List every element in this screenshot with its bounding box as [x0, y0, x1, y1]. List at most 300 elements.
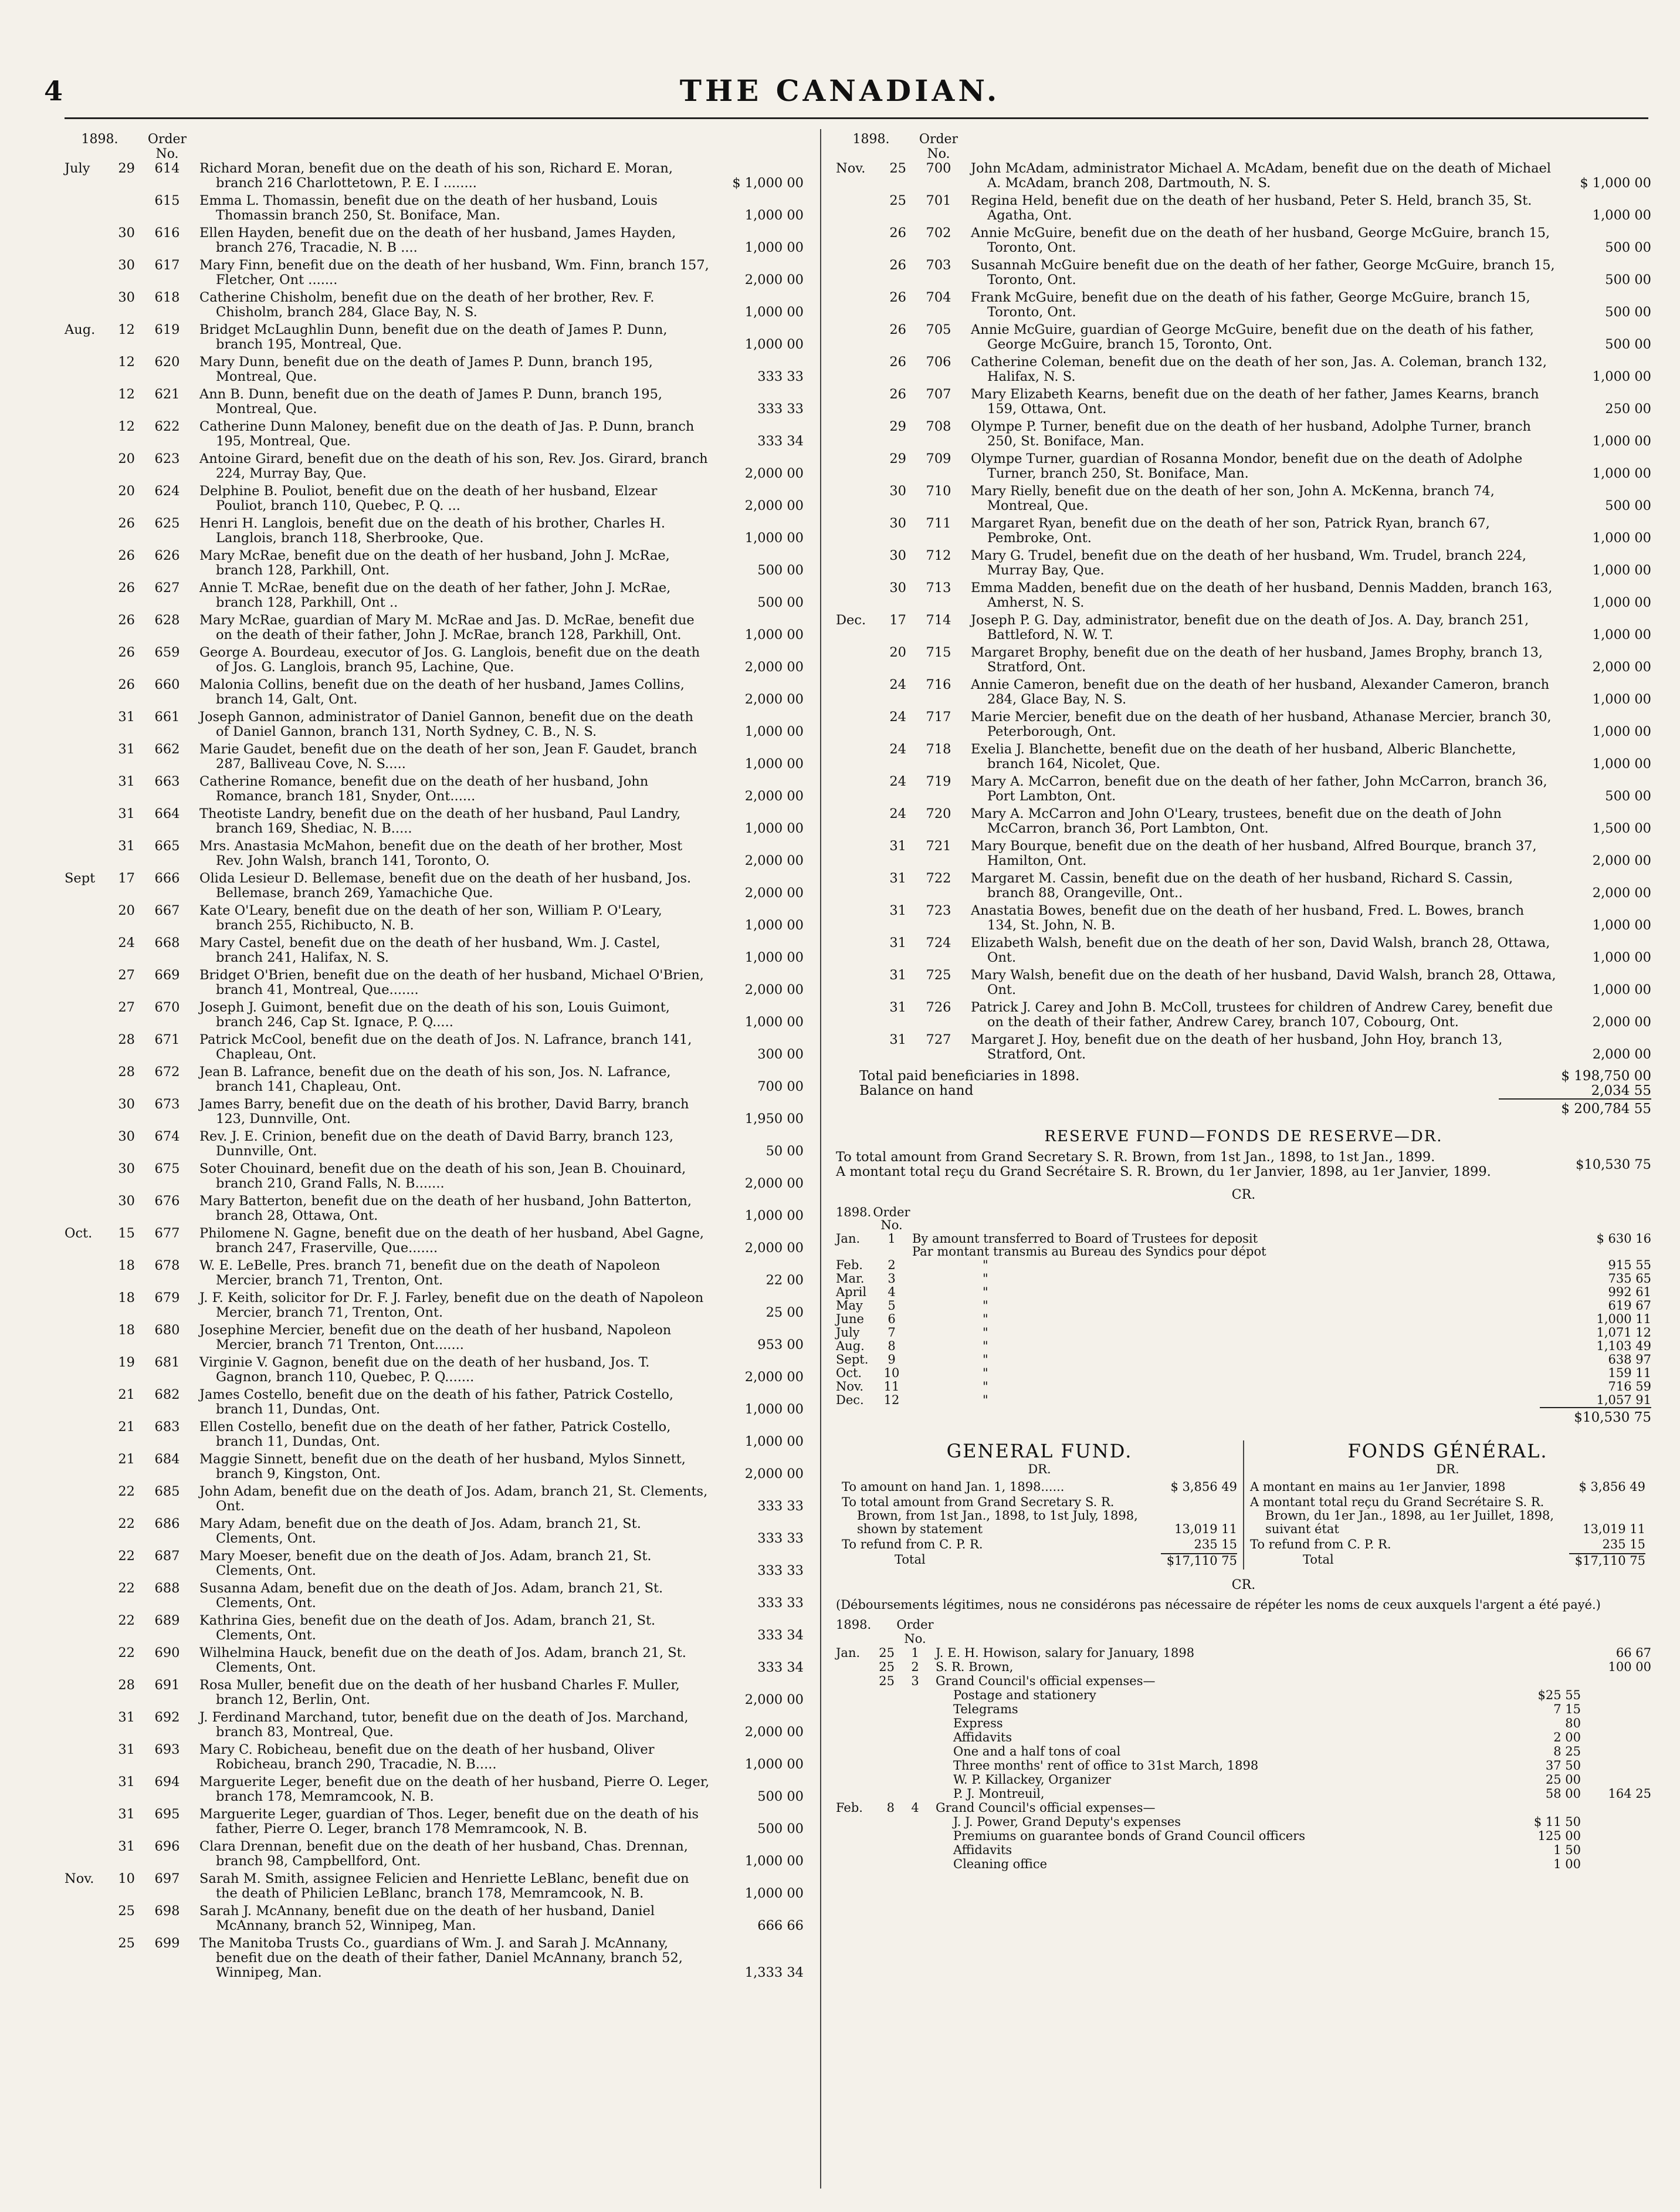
entry-day: 31	[118, 1839, 135, 1854]
row-amount	[1581, 1702, 1651, 1716]
entry-text: Susanna Adam, benefit due on the death of Jos. Adam, branch 21, St. Clements, Ont.	[199, 1581, 663, 1611]
disbursement-row	[836, 1674, 1651, 1688]
entry-month	[65, 1065, 106, 1094]
order-label: Order No.	[896, 1618, 934, 1646]
fonds-general-row	[1250, 1496, 1645, 1536]
entry-order: 621	[154, 387, 180, 402]
list-item	[65, 742, 804, 772]
entry-text: Maggie Sinnett, benefit due on the death of her husband, Mylos Sinnett, branch 9, Kingston, Ont.	[199, 1452, 686, 1482]
entry-day: 22	[118, 1516, 135, 1531]
entry-order: 706	[926, 354, 951, 370]
entry-day: 24	[889, 806, 906, 821]
row-amount	[1581, 1857, 1651, 1871]
balance-amount: 2,034 55	[1591, 1083, 1651, 1098]
entry-order: 680	[154, 1323, 180, 1338]
reserve-row	[836, 1313, 1651, 1325]
row-month	[836, 1815, 871, 1829]
entry-day: 25	[889, 193, 906, 208]
entry-order: 667	[154, 903, 180, 918]
entry-day: 29	[889, 419, 906, 434]
entry-amount: 953 00	[757, 1337, 804, 1352]
row-order: 2	[911, 1660, 919, 1674]
entry-month	[836, 710, 877, 739]
entry-text: Susannah McGuire benefit due on the death of her father, George McGuire, branch 15, Toronto, Ont.	[971, 258, 1555, 288]
row-month	[836, 1702, 871, 1716]
entry-month	[65, 1323, 106, 1352]
row-text: Grand Council's official expenses—	[936, 1674, 1156, 1688]
row-amount	[1581, 1674, 1651, 1688]
entry-day: 26	[889, 354, 906, 370]
entry-order: 714	[926, 613, 951, 628]
grand-sum: $ 200,784 55	[1499, 1098, 1651, 1117]
row-text: Affidavits	[953, 1730, 1012, 1744]
row-order	[895, 1843, 936, 1857]
entry-month	[65, 1807, 106, 1836]
list-item	[836, 226, 1651, 255]
entry-order: 713	[926, 580, 951, 596]
entry-amount: 333 33	[757, 369, 804, 384]
entry-day: 30	[118, 290, 135, 305]
reserve-desc-en: By amount transferred to Board of Trustees for deposit	[912, 1232, 1258, 1246]
row-amount: 100 00	[1608, 1660, 1651, 1674]
order-label: Order No.	[147, 132, 187, 161]
entry-order: 700	[926, 161, 951, 176]
entry-order: 682	[154, 1387, 180, 1402]
entry-month	[65, 1678, 106, 1707]
list-item	[65, 1872, 804, 1901]
entry-month	[65, 516, 106, 546]
row-text: One and a half tons of coal	[953, 1744, 1121, 1758]
entry-amount: 333 33	[757, 1563, 804, 1578]
entry-month	[836, 516, 877, 546]
entry-day: 27	[118, 968, 135, 983]
entry-amount: 2,000 00	[744, 982, 804, 997]
entry-month	[65, 1581, 106, 1611]
row-order: 3	[911, 1674, 919, 1688]
entry-text: Annie T. McRae, benefit due on the death of her father, John J. McRae, branch 128, Parkhill, Ont ..	[199, 580, 671, 610]
entry-text: Elizabeth Walsh, benefit due on the death of her son, David Walsh, branch 28, Ottawa, Ont.	[971, 935, 1550, 965]
entry-text: Bridget O'Brien, benefit due on the death of her husband, Michael O'Brien, branch 41, Montreal, Que.......	[199, 968, 704, 997]
entry-month	[836, 484, 877, 513]
list-item	[65, 452, 804, 481]
list-item	[836, 1033, 1651, 1062]
entry-text: John Adam, benefit due on the death of Jos. Adam, branch 21, St. Clements, Ont.	[199, 1484, 708, 1514]
entry-amount: 1,000 00	[1592, 208, 1651, 223]
entry-text: Mary McRae, guardian of Mary M. McRae and Jas. D. McRae, benefit due on the death of their father, John J. McRae, branch 128, Parkhill, Ont.	[199, 613, 695, 642]
entry-amount: 1,000 00	[744, 1757, 804, 1772]
row-month	[836, 1674, 871, 1688]
reserve-amount: 638 97	[1608, 1352, 1651, 1367]
list-item	[65, 1162, 804, 1191]
entry-day: 30	[118, 1161, 135, 1176]
list-item	[836, 678, 1651, 707]
row-amount	[1581, 1801, 1651, 1815]
order-label: Order No.	[873, 1205, 910, 1232]
entry-day: 31	[118, 1710, 135, 1725]
list-item	[836, 904, 1651, 933]
balance-label: Balance on hand	[859, 1083, 974, 1098]
entry-text: Mary Adam, benefit due on the death of Jos. Adam, branch 21, St. Clements, Ont.	[199, 1516, 641, 1546]
entry-amount: 250 00	[1605, 401, 1651, 417]
entry-text: Margaret Brophy, benefit due on the death of her husband, James Brophy, branch 13, Stratford, Ont.	[971, 645, 1543, 675]
row-order	[895, 1787, 936, 1801]
disbursement-list	[836, 1646, 1651, 1871]
reserve-row	[836, 1380, 1651, 1393]
entry-text: Ellen Costello, benefit due on the death of her father, Patrick Costello, branch 11, Dundas, Ont.	[199, 1419, 671, 1449]
list-item	[65, 1775, 804, 1804]
reserve-row	[836, 1272, 1651, 1285]
disbursement-head	[836, 1618, 1651, 1646]
row-month	[836, 1843, 871, 1857]
list-item	[65, 1452, 804, 1482]
list-item	[65, 1581, 804, 1611]
entry-text: Frank McGuire, benefit due on the death of his father, George McGuire, branch 15, Toronto, Ont.	[971, 290, 1530, 320]
entry-day: 28	[118, 1064, 135, 1080]
list-item	[65, 355, 804, 384]
entry-month	[836, 839, 877, 868]
row-amount	[1581, 1773, 1651, 1787]
entry-text: Sarah J. McAnnany, benefit due on the death of her husband, Daniel McAnnany, branch 52, Winnipeg, Man.	[199, 1903, 655, 1933]
row-amount	[1581, 1758, 1651, 1773]
entry-month	[65, 1775, 106, 1804]
entry-month: July	[65, 161, 90, 176]
benefit-list-left	[65, 161, 804, 1980]
list-item	[65, 1355, 804, 1385]
entry-amount: 700 00	[757, 1079, 804, 1094]
reserve-ditto: "	[983, 1352, 988, 1367]
row-day	[871, 1843, 895, 1857]
entry-text: Jean B. Lafrance, benefit due on the death of his son, Jos. N. Lafrance, branch 141, Chapleau, Ont.	[199, 1064, 671, 1094]
row-text: S. R. Brown,	[936, 1660, 1014, 1674]
reserve-row	[836, 1299, 1651, 1312]
entry-text: Marie Mercier, benefit due on the death of her husband, Athanase Mercier, branch 30, Peterborough, Ont.	[971, 709, 1552, 739]
row-amount	[1581, 1815, 1651, 1829]
list-item	[65, 1000, 804, 1030]
entry-amount: 333 34	[757, 1660, 804, 1675]
entry-order: 696	[154, 1839, 180, 1854]
entry-text: Joseph J. Guimont, benefit due on the death of his son, Louis Guimont, branch 246, Cap St. Ignace, P. Q.....	[199, 1000, 670, 1030]
entry-day: 25	[118, 1903, 135, 1919]
row-order	[895, 1730, 936, 1744]
reserve-ditto: "	[983, 1271, 988, 1286]
entry-order: 627	[154, 580, 180, 596]
entry-day: 27	[118, 1000, 135, 1015]
list-item	[65, 290, 804, 320]
list-item	[65, 258, 804, 288]
row-text: P. J. Montreuil,	[953, 1787, 1045, 1801]
entry-month	[65, 1646, 106, 1675]
entry-amount: 1,000 00	[744, 305, 804, 320]
list-item	[65, 1129, 804, 1159]
reserve-amount: 619 67	[1608, 1298, 1651, 1313]
entry-text: Emma L. Thomassin, benefit due on the death of her husband, Louis Thomassin branch 250, St. Boniface, Man.	[199, 193, 658, 223]
entry-amount: 2,000 00	[744, 1240, 804, 1256]
list-item	[65, 1710, 804, 1740]
entry-amount: 1,000 00	[744, 950, 804, 965]
list-item	[65, 1065, 804, 1094]
entry-text: Rev. J. E. Crinion, benefit due on the death of David Barry, branch 123, Dunnville, Ont.	[199, 1129, 674, 1159]
reserve-cr-list	[836, 1232, 1651, 1406]
row-text: Cleaning office	[953, 1857, 1048, 1871]
entry-order: 711	[926, 516, 951, 531]
entry-day: 31	[889, 903, 906, 918]
row-day	[871, 1815, 895, 1829]
entry-text: Wilhelmina Hauck, benefit due on the death of Jos. Adam, branch 21, St. Clements, Ont.	[199, 1645, 686, 1675]
entry-day: 29	[118, 161, 135, 176]
entry-text: Kathrina Gies, benefit due on the death of Jos. Adam, branch 21, St. Clements, Ont.	[199, 1613, 656, 1643]
entry-order: 704	[926, 290, 951, 305]
entry-day: 31	[118, 806, 135, 821]
entry-month	[65, 1517, 106, 1546]
reserve-row	[836, 1259, 1651, 1271]
entry-month	[836, 290, 877, 320]
list-item	[65, 420, 804, 449]
entry-order: 712	[926, 548, 951, 563]
row-sub-amount: 58 00	[1545, 1787, 1581, 1801]
entry-month	[65, 1162, 106, 1191]
entry-day: 30	[118, 225, 135, 241]
list-item	[836, 355, 1651, 384]
entry-amount: 333 33	[757, 401, 804, 417]
entry-month	[65, 484, 106, 513]
entry-day: 30	[118, 258, 135, 273]
entry-order: 705	[926, 322, 951, 337]
row-amount	[1581, 1730, 1651, 1744]
entry-text: Mary Moeser, benefit due on the death of Jos. Adam, branch 21, St. Clements, Ont.	[199, 1548, 652, 1578]
entry-text: Annie McGuire, guardian of George McGuire, benefit due on the death of his father, George McGuire, branch 15, Toronto, Ont.	[971, 322, 1534, 352]
entry-text: George A. Bourdeau, executor of Jos. G. Langlois, benefit due on the death of Jos. G. Langlois, branch 95, Lachine, Que.	[199, 645, 700, 675]
reserve-order: 10	[883, 1366, 900, 1380]
list-item	[836, 936, 1651, 965]
entry-order: 675	[154, 1161, 180, 1176]
entry-amount: 1,000 00	[1592, 724, 1651, 739]
entry-day: 12	[118, 387, 135, 402]
entry-day: 17	[889, 613, 906, 628]
entry-text: Patrick McCool, benefit due on the death of Jos. N. Lafrance, branch 141, Chapleau, Ont.	[199, 1032, 692, 1062]
row-sub-amount	[1510, 1801, 1581, 1815]
entry-amount: 1,000 00	[744, 1886, 804, 1901]
entry-month	[65, 1194, 106, 1223]
total-amount: $17,110 75	[1569, 1553, 1645, 1568]
entry-text: Margaret M. Cassin, benefit due on the death of her husband, Richard S. Cassin, branch 88, Orangeville, Ont..	[971, 871, 1513, 901]
row-amount	[1581, 1744, 1651, 1758]
reserve-month: Dec.	[836, 1393, 864, 1407]
entry-order: 683	[154, 1419, 180, 1435]
entry-amount: 666 66	[757, 1918, 804, 1933]
entry-day: 18	[118, 1323, 135, 1338]
list-item	[65, 839, 804, 868]
entry-text: Delphine B. Pouliot, benefit due on the death of her husband, Elzear Pouliot, branch 110, Quebec, P. Q. ...	[199, 483, 658, 513]
entry-day: 26	[889, 387, 906, 402]
entry-day: 28	[118, 1032, 135, 1047]
entry-text: Catherine Dunn Maloney, benefit due on the death of Jas. P. Dunn, branch 195, Montreal, Que.	[199, 419, 695, 449]
list-item	[65, 1259, 804, 1288]
entry-text: Soter Chouinard, benefit due on the death of his son, Jean B. Chouinard, branch 210, Grand Falls, N. B.......	[199, 1161, 686, 1191]
entry-order: 625	[154, 516, 180, 531]
list-item	[836, 161, 1651, 191]
entry-day: 17	[118, 871, 135, 886]
entry-month	[65, 1549, 106, 1578]
disbursement-note: (Déboursements légitimes, nous ne considérons pas nécessaire de répéter les noms de ceux auxquels l'argent a été payé.)	[836, 1598, 1601, 1612]
entry-month	[65, 839, 106, 868]
row-order	[895, 1857, 936, 1871]
entry-month	[836, 871, 877, 901]
entry-month	[65, 1484, 106, 1514]
reserve-row	[836, 1286, 1651, 1298]
entry-amount: 1,500 00	[1592, 821, 1651, 836]
row-order	[895, 1702, 936, 1716]
entry-amount: 500 00	[757, 563, 804, 578]
entry-order: 689	[154, 1613, 180, 1628]
entry-order: 620	[154, 354, 180, 370]
entry-day: 31	[889, 1032, 906, 1047]
year-label: 1898.	[81, 132, 118, 147]
entry-month	[65, 774, 106, 804]
entry-day: 26	[118, 645, 135, 660]
entry-amount: 2,000 00	[744, 498, 804, 513]
column-header	[65, 132, 804, 161]
reserve-order: 1	[888, 1232, 896, 1246]
list-item	[65, 581, 804, 610]
entry-month	[836, 1033, 877, 1062]
entry-day: 21	[118, 1452, 135, 1467]
entry-amount: 333 34	[757, 1628, 804, 1643]
row-sub-amount: 2 00	[1553, 1730, 1581, 1744]
total-label: Total	[895, 1553, 926, 1567]
row-text: Grand Council's official expenses—	[936, 1801, 1156, 1815]
entry-amount: 500 00	[1605, 305, 1651, 320]
row-amount	[1581, 1716, 1651, 1730]
entry-day: 26	[118, 613, 135, 628]
entry-day: 21	[118, 1387, 135, 1402]
entry-day: 22	[118, 1484, 135, 1499]
entry-month	[836, 355, 877, 384]
entry-order: 726	[926, 1000, 951, 1015]
entry-day: 24	[889, 677, 906, 692]
entry-order: 628	[154, 613, 180, 628]
entry-order: 617	[154, 258, 180, 273]
entry-amount: 500 00	[1605, 337, 1651, 352]
entry-amount: 1,000 00	[744, 724, 804, 739]
entry-amount: 1,000 00	[1592, 369, 1651, 384]
entry-text: Theotiste Landry, benefit due on the death of her husband, Paul Landry, branch 169, Shediac, N. B.....	[199, 806, 681, 836]
row-month: Feb.	[836, 1801, 863, 1815]
fonds-general-row	[1250, 1480, 1645, 1494]
list-item	[65, 194, 804, 223]
row-order	[895, 1688, 936, 1702]
list-item	[65, 1904, 804, 1933]
entry-order: 724	[926, 935, 951, 951]
row-amount: $ 3,856 49	[1170, 1480, 1237, 1494]
reserve-amount: $ 630 16	[1596, 1232, 1651, 1246]
entry-order: 674	[154, 1129, 180, 1144]
entry-text: Annie McGuire, benefit due on the death of her husband, George McGuire, branch 15, Toronto, Ont.	[971, 225, 1550, 255]
row-amount: 235 15	[1194, 1537, 1237, 1551]
reserve-dr	[836, 1150, 1651, 1179]
list-item	[65, 1807, 804, 1836]
entry-text: Ellen Hayden, benefit due on the death of her husband, James Hayden, branch 276, Tracadie, N. B ....	[199, 225, 676, 255]
entry-month	[65, 613, 106, 642]
row-text: W. P. Killackey, Organizer	[953, 1773, 1112, 1787]
entry-text: Mary A. McCarron and John O'Leary, trustees, benefit due on the death of John McCarron, branch 36, Port Lambton, Ont.	[971, 806, 1502, 836]
total-amount: $17,110 75	[1161, 1553, 1237, 1568]
list-item	[65, 1936, 804, 1980]
entry-order: 717	[926, 709, 951, 725]
entry-text: Marguerite Leger, benefit due on the death of her husband, Pierre O. Leger, branch 178, Memramcook, N. B.	[199, 1774, 710, 1804]
row-text: A montant en mains au 1er Janvier, 1898	[1250, 1480, 1506, 1494]
entry-amount: 2,000 00	[744, 659, 804, 675]
entry-text: James Barry, benefit due on the death of his brother, David Barry, branch 123, Dunnville, Ont.	[199, 1097, 689, 1127]
list-item	[65, 1517, 804, 1546]
entry-month	[836, 645, 877, 675]
entry-order: 668	[154, 935, 180, 951]
reserve-order: 7	[888, 1325, 896, 1340]
reserve-row	[836, 1353, 1651, 1366]
entry-day: 18	[118, 1258, 135, 1273]
entry-day: 31	[118, 1742, 135, 1757]
entry-day: 31	[889, 935, 906, 951]
row-order	[895, 1829, 936, 1843]
reserve-ditto: "	[983, 1298, 988, 1313]
entry-month	[836, 904, 877, 933]
general-fund-row	[842, 1538, 1237, 1551]
list-item	[65, 1226, 804, 1256]
entry-text: Mrs. Anastasia McMahon, benefit due on the death of her brother, Most Rev. John Walsh, branch 141, Toronto, O.	[199, 838, 683, 868]
year-label: 1898.	[836, 1618, 872, 1632]
entry-month: Nov.	[836, 161, 866, 176]
row-month	[836, 1829, 871, 1843]
entry-amount: 1,000 00	[1592, 466, 1651, 481]
entry-month	[65, 452, 106, 481]
entry-month	[65, 710, 106, 739]
list-item	[836, 323, 1651, 352]
entry-month: Aug.	[65, 322, 96, 337]
entry-month	[65, 581, 106, 610]
page-title: THE CANADIAN.	[679, 73, 1001, 108]
entry-day: 30	[889, 516, 906, 531]
entry-text: Catherine Coleman, benefit due on the death of her son, Jas. A. Coleman, branch 132, Halifax, N. S.	[971, 354, 1547, 384]
entry-amount: 1,333 34	[744, 1965, 804, 1980]
list-item	[65, 774, 804, 804]
entry-text: Catherine Chisholm, benefit due on the death of her brother, Rev. F. Chisholm, branch 284, Glace Bay, N. S.	[199, 290, 655, 320]
entry-amount: 1,000 00	[1592, 434, 1651, 449]
reserve-title: RESERVE FUND—FONDS DE RESERVE—DR.	[1044, 1128, 1443, 1145]
entry-order: 677	[154, 1226, 180, 1241]
list-item	[65, 678, 804, 707]
total-paid-label: Total paid beneficiaries in 1898.	[859, 1068, 1080, 1084]
disbursement-row	[836, 1716, 1651, 1730]
entry-month	[65, 807, 106, 836]
entry-amount: 500 00	[1605, 498, 1651, 513]
entry-month	[65, 678, 106, 707]
left-column	[65, 132, 804, 1983]
entry-order: 701	[926, 193, 951, 208]
row-text: Premiums on guarantee bonds of Grand Council officers	[953, 1829, 1305, 1843]
entry-text: Mary Bourque, benefit due on the death of her husband, Alfred Bourque, branch 37, Hamilton, Ont.	[971, 838, 1537, 868]
reserve-cr-label: CR.	[1231, 1188, 1256, 1202]
row-month	[836, 1688, 871, 1702]
entry-day: 26	[118, 548, 135, 563]
entry-month	[65, 226, 106, 255]
entry-order: 719	[926, 774, 951, 789]
entry-month: Oct.	[65, 1226, 93, 1241]
entry-text: Mary G. Trudel, benefit due on the death of her husband, Wm. Trudel, branch 224, Murray Bay, Que.	[971, 548, 1527, 578]
entry-month	[836, 807, 877, 836]
entry-amount: 1,000 00	[1592, 627, 1651, 642]
list-item	[836, 1000, 1651, 1030]
year-label: 1898.	[836, 1205, 872, 1219]
disbursement-row	[836, 1773, 1651, 1787]
